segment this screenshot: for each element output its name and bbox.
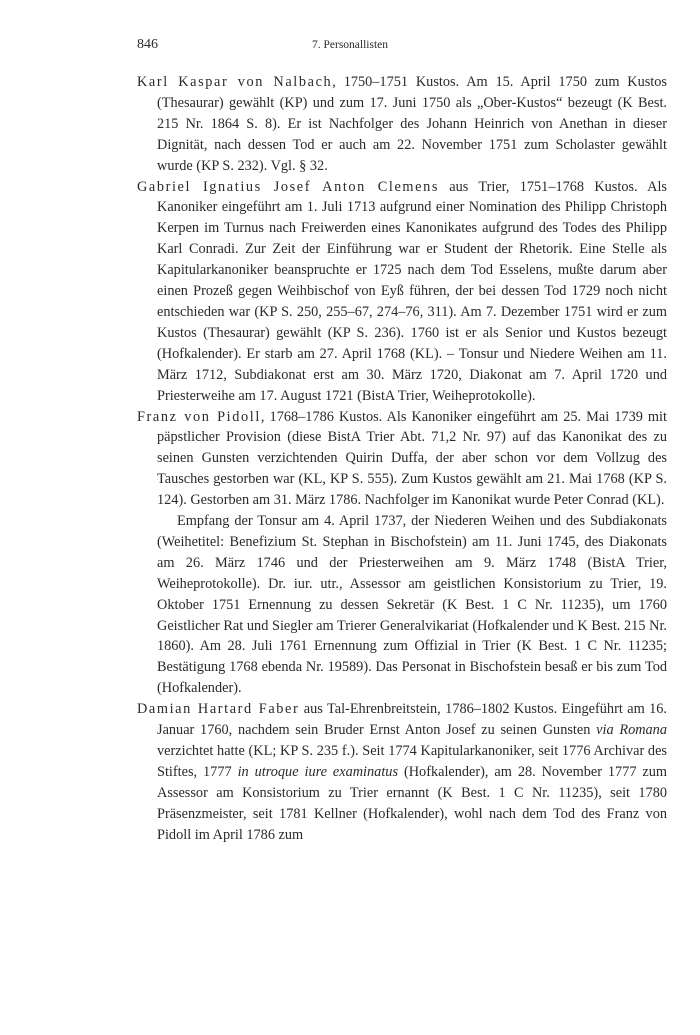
entry-text: aus Trier, 1751–1768 Kustos. Als Kanoniker eingeführt am 1. Juli 1713 aufgrund einer Nomination des Philipp Christoph Kerpen im Turnus nach Freiwerden eines Kanonikates aufgrund des Todes des Philipp Karl Conradi. Zur Zeit der Einführung war er Student der Rhetorik. Eine Stelle als Kapitularkanoniker beanspruchte er 1725 nach dem Tod Esselens, mußte darum aber einen Prozeß gegen Weihbischof von Eyß führen, der bei dessen Tod 1729 noch nicht entschieden war (KP S. 250, 255–67, 274–76, 311). Am 7. Dezember 1751 wird er zum Kustos (Thesaurar) gewählt (KP S. 236). 1760 ist er als Senior und Kustos bezeugt (Hofkalender). Er starb am 27. April 1768 (KL). – Tonsur und Niedere Weihen am 11. März 1712, Subdiakonat erst am 30. März 1720, Diakonat am 7. April 1720 und Priesterweihe am 17. August 1721 (BistA Trier, Weiheprotokolle). <box>157 178 667 404</box>
running-header: 7. Personallisten <box>311 39 389 51</box>
entry-text: (Hofkalender), am 28. November 1777 zum Assessor am Konsistorium zu Trier ernannt (K Best. 1 C Nr. 11235), seit 1780 Präsenzmeister, seit 1781 Kellner (Hofkalender), wohl nach dem Tod des Franz von Pidoll im April 1786 zum <box>157 763 668 843</box>
entry-name: Gabriel Ignatius Josef Anton Clemens <box>137 178 440 195</box>
entry-text: aus Tal-Ehrenbreitstein, 1786–1802 Kustos. Eingeführt am 16. Januar 1760, nachdem sein Bruder Ernst Anton Josef zu seinen Gunsten <box>157 701 667 739</box>
entry-clemens <box>137 177 667 407</box>
entry-italic-phrase: via Romana <box>596 722 667 739</box>
entry-text: verzichtet hatte (KL; KP S. 235 f.). Seit 1774 Kapitularkanoniker, seit 1776 Archivar des Stiftes, 1777 <box>157 743 667 780</box>
body-text <box>137 72 667 846</box>
entry-name: Damian Hartard Faber <box>137 701 300 718</box>
entry-italic-phrase: in utroque iure examinatus <box>237 763 399 780</box>
entry-pidoll-paragraph-2: Empfang der Tonsur am 4. April 1737, der Niederen Weihen und des Subdiakonats (Weihetitel: Benefizium St. Stephan in Bischofstein) am 11. Juni 1745, des Diakonats am 26. März 1746 und der Priesterweihen am 9. März 1748 (BistA Trier, Weiheprotokolle). Dr. iur. utr., Assessor am geistlichen Konsistorium zu Trier, 19. Oktober 1751 Ernennung zu dessen Sekretär (K Best. 1 C Nr. 11235), um 1760 Geistlicher Rat und Siegler am Trierer Generalvikariat (Hofkalender und K Best. 215 Nr. 1860). Am 28. Juli 1761 Ernennung zum Offizial in Trier (K Best. 1 C Nr. 11235; Bestätigung 1768 ebenda Nr. 19589). Das Personat in Bischofstein besaß er bis zum Tod (Hofkalender). <box>157 513 667 697</box>
page-number: 846 <box>137 37 158 52</box>
entry-faber <box>137 699 667 845</box>
entry-text: , 1750–1751 Kustos. Am 15. April 1750 zum Kustos (Thesaurar) gewählt (KP) und zum 17. Juni 1750 als „Ober-Kustos“ bezeugt (K Best. 215 Nr. 1864 S. 8). Er ist Nachfolger des Johann Heinrich von Anethan in dieser Dignität, nach dessen Tod er auch am 22. November 1751 zum Scholaster gewählt wurde (KP S. 232). Vgl. § 32. <box>157 74 667 174</box>
entry-name: Karl Kaspar von Nalbach <box>137 74 333 90</box>
entry-nalbach <box>137 72 667 177</box>
entry-pidoll <box>137 407 667 512</box>
entry-name: Franz von Pidoll <box>137 408 261 425</box>
entry-text: , 1768–1786 Kustos. Als Kanoniker eingeführt am 25. Mai 1739 mit päpstlicher Provision (diese BistA Trier Abt. 71,2 Nr. 97) auf das Kanonikat des zu seinen Gunsten verzichtenden Quirin Duffa, der aber schon vor dem Vollzug des Tausches gestorben war (KL, KP S. 555). Zum Kustos gewählt am 21. Mai 1768 (KP S. 124). Gestorben am 31. März 1786. Nachfolger im Kanonikat wurde Peter Conrad (KL). <box>157 408 667 509</box>
